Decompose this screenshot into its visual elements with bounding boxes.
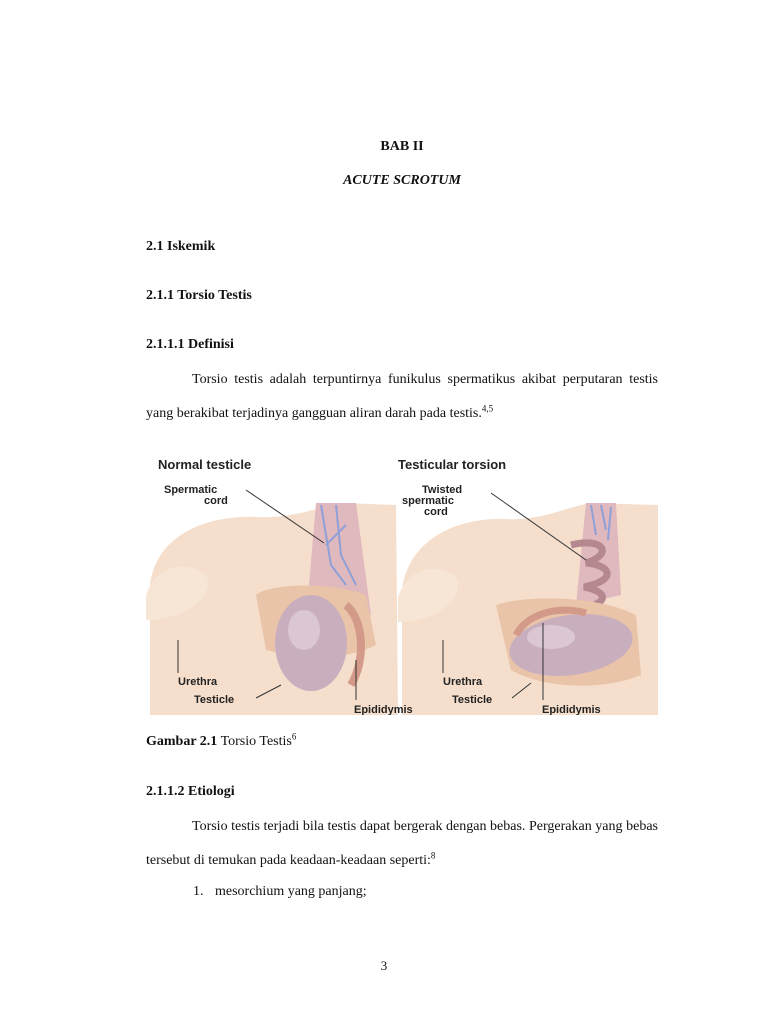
figure-caption <box>146 731 297 750</box>
label-testicle-right: Testicle <box>452 694 493 706</box>
reference-superscript: 8 <box>430 850 436 861</box>
label-twisted-cord-line1: Twisted <box>422 484 463 496</box>
figure-title-torsion: Testicular torsion <box>398 457 507 472</box>
section-heading-etiologi: 2.1.1.2 Etiologi <box>146 784 235 799</box>
figure-caption-label: Gambar 2.1 <box>146 734 218 749</box>
chapter-number: BAB II <box>380 139 424 154</box>
section-heading-definisi: 2.1.1.1 Definisi <box>146 337 234 352</box>
label-twisted-cord-line2: spermatic <box>402 495 454 507</box>
figure-caption-ref: 6 <box>291 731 297 742</box>
chapter-title: ACUTE SCROTUM <box>343 173 461 188</box>
list-item <box>193 884 367 900</box>
label-twisted-cord-line3: cord <box>424 506 448 518</box>
paragraph-definisi <box>146 363 658 431</box>
label-epididymis-right: Epididymis <box>542 704 601 715</box>
label-spermatic-cord-line2: cord <box>204 495 228 507</box>
list-item-text: mesorchium yang panjang; <box>215 884 367 899</box>
figure-title-normal: Normal testicle <box>158 457 252 472</box>
label-testicle-left: Testicle <box>194 694 235 706</box>
label-epididymis-left: Epididymis <box>354 704 413 715</box>
reference-superscript: 4,5 <box>481 403 494 414</box>
list-item-number: 1. <box>193 884 204 899</box>
label-spermatic-cord-line1: Spermatic <box>164 484 218 496</box>
testicle-illustration <box>146 445 658 715</box>
testicle-torsion-figure <box>146 445 658 715</box>
paragraph-definisi-text: Torsio testis adalah terpuntirnya funikulus spermatikus akibat perputaran testis yang berakibat terjadinya gangguan aliran darah pada testis. <box>146 372 658 421</box>
label-urethra-left: Urethra <box>178 676 218 688</box>
paragraph-etiologi <box>146 810 658 878</box>
section-heading-torsio-testis: 2.1.1 Torsio Testis <box>146 288 252 303</box>
page-number: 3 <box>380 958 388 973</box>
label-urethra-right: Urethra <box>443 676 483 688</box>
figure-caption-text: Torsio Testis <box>220 734 292 749</box>
section-heading-iskemik: 2.1 Iskemik <box>146 239 216 254</box>
paragraph-etiologi-text: Torsio testis terjadi bila testis dapat bergerak dengan bebas. Pergerakan yang bebas tersebut di temukan pada keadaan-keadaan seperti: <box>146 819 658 868</box>
